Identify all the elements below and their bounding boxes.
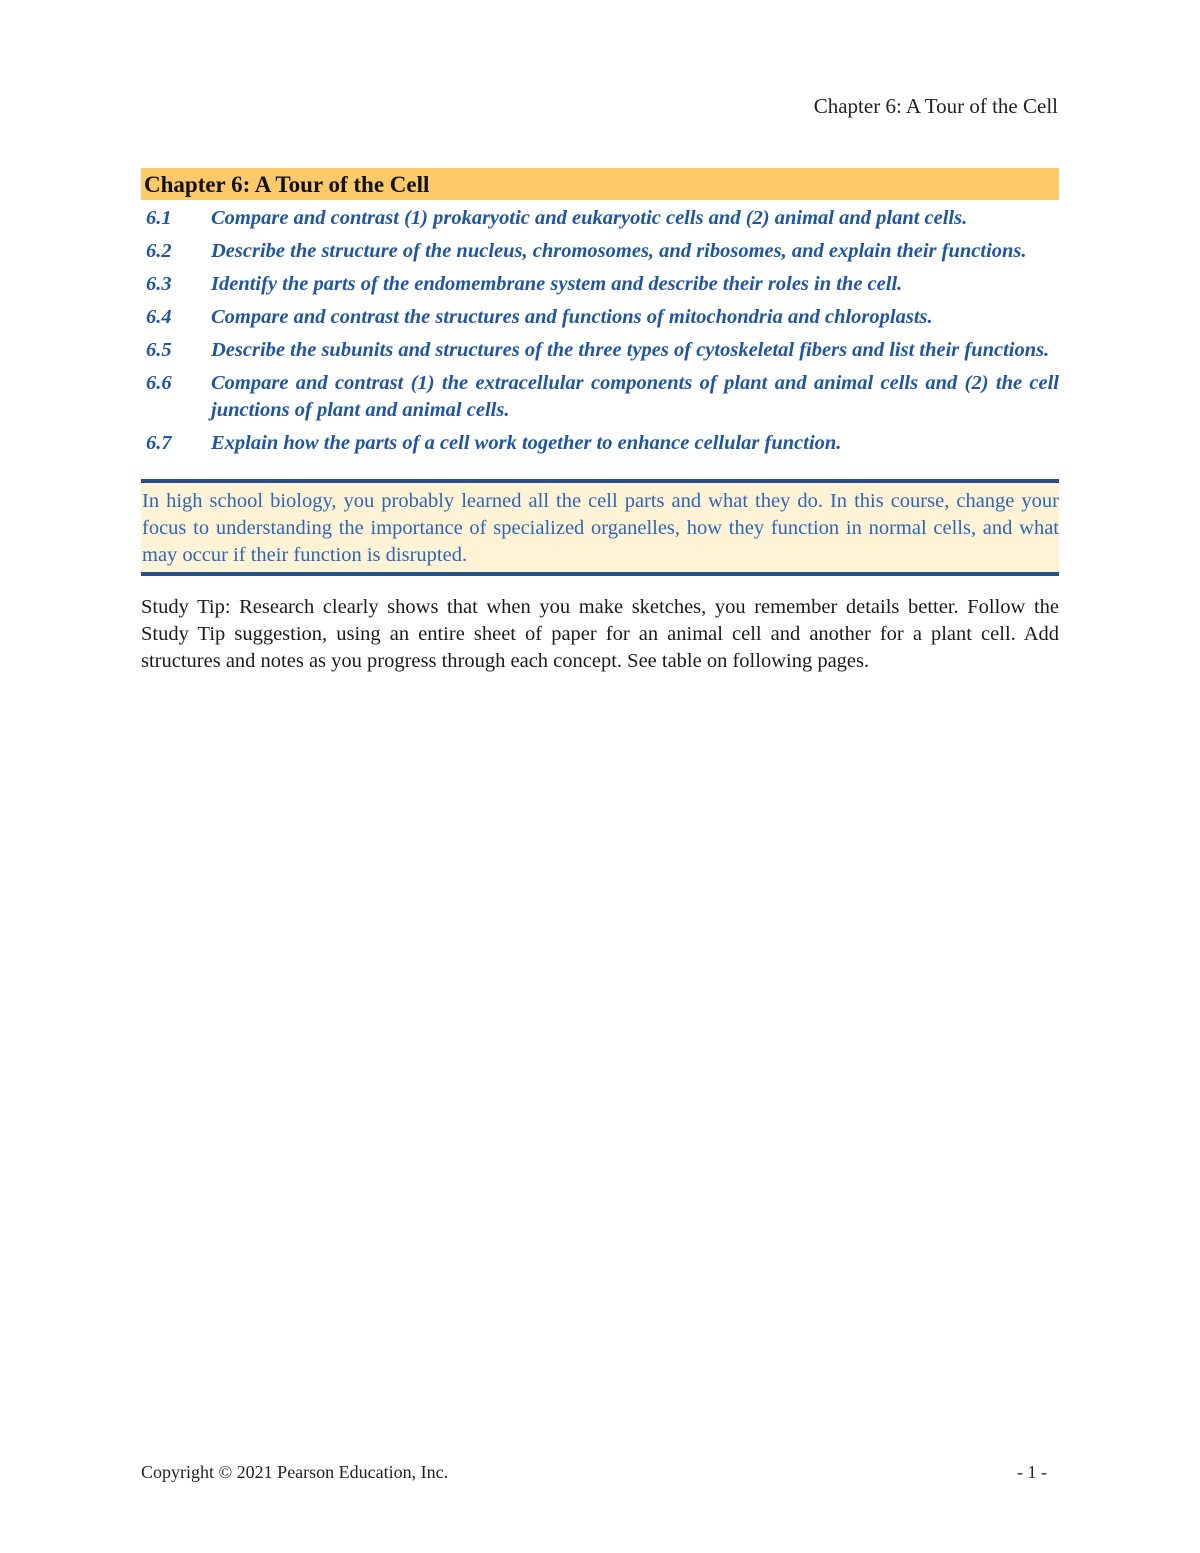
objective-text: Explain how the parts of a cell work together to enhance cellular function. [211,432,842,454]
objective-text: Compare and contrast (1) the extracellular components of plant and animal cells and (2) the cell junctions of plant and animal cells. [211,372,1059,421]
copyright-notice: Copyright © 2021 Pearson Education, Inc. [141,1462,449,1482]
objective-item [141,205,1059,232]
objective-number: 6.6 [146,372,172,394]
objective-item [141,430,1059,457]
objective-text: Describe the subunits and structures of the three types of cytoskeletal fibers and list their functions. [211,339,1050,361]
study-tip-paragraph: Study Tip: Research clearly shows that when you make sketches, you remember details better. Follow the Study Tip suggestion, using an entire sheet of paper for an animal cell and another for a plant cell. Add structures and notes as you progress through each concept. See table on following pages. [141,596,1059,672]
page-footer [141,1462,1047,1483]
objective-item [141,238,1059,265]
callout-text: In high school biology, you probably learned all the cell parts and what they do. In this course, change your focus to understanding the importance of specialized organelles, how they function in normal cells, and what may occur if their function is disrupted. [142,490,1059,566]
learning-objectives-list [141,205,1059,457]
objective-item [141,337,1059,364]
objective-text: Compare and contrast the structures and functions of mitochondria and chloroplasts. [211,306,933,328]
objective-number: 6.4 [146,306,172,328]
objective-text: Describe the structure of the nucleus, chromosomes, and ribosomes, and explain their functions. [211,240,1027,262]
running-header: Chapter 6: A Tour of the Cell [813,94,1058,118]
objective-item [141,304,1059,331]
highlight-callout-box [141,479,1059,576]
objective-text: Identify the parts of the endomembrane system and describe their roles in the cell. [211,273,903,295]
objective-number: 6.3 [146,273,172,295]
objective-item [141,370,1059,424]
page-number: - 1 - [1017,1462,1047,1482]
chapter-title: Chapter 6: A Tour of the Cell [141,168,1059,200]
objective-item [141,271,1059,298]
objective-number: 6.1 [146,207,172,229]
objective-text: Compare and contrast (1) prokaryotic and eukaryotic cells and (2) animal and plant cells. [211,207,968,229]
main-content [141,168,1059,675]
objective-number: 6.7 [146,432,172,454]
objective-number: 6.2 [146,240,172,262]
objective-number: 6.5 [146,339,172,361]
